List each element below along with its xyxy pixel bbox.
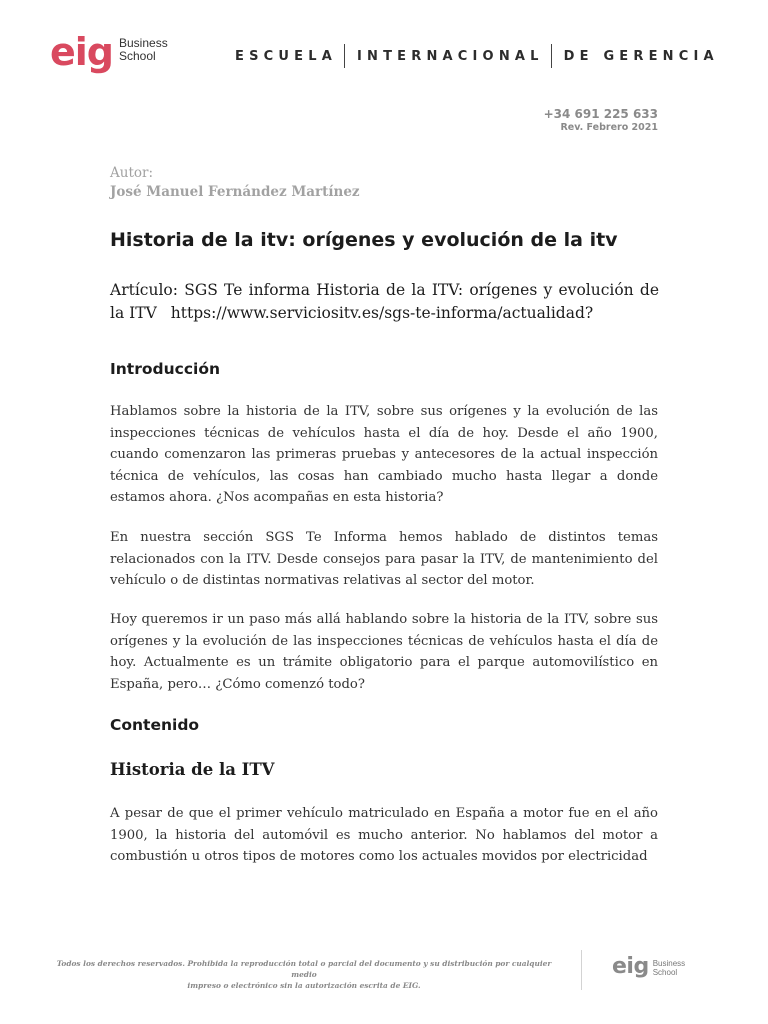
eig-logo — [50, 30, 168, 74]
contact-phone: +34 691 225 633 — [543, 107, 658, 121]
footer-logo-word-business: Business — [652, 959, 686, 968]
content-heading: Contenido — [110, 716, 200, 734]
footer-eig-logo — [612, 956, 685, 978]
footer-logo-word-school: School — [652, 968, 678, 977]
article-ref-text: Artículo: SGS Te informa Historia de la ITV: orígenes y evolución de la ITV — [110, 281, 659, 322]
school-name-divider — [551, 44, 552, 68]
logo-wordmark — [119, 37, 168, 63]
intro-paragraph-1: Hablamos sobre la historia de la ITV, sobre sus orígenes y la evolución de las inspecciones técnicas de vehículos hasta el día de hoy. Desde el año 1900, cuando comenzaron las primeras pruebas y antecesores de la actual inspección técnica de vehículos, las cosas han cambiado mucho hasta llegar a donde estamos ahora. ¿Nos acompañas en esta historia? — [110, 404, 658, 505]
school-name-part-3: DE GERENCIA — [563, 48, 719, 64]
article-url: https://www.serviciositv.es/sgs-te-informa/actualidad? — [170, 304, 594, 322]
school-name-part-1: ESCUELA — [235, 48, 337, 64]
copyright-line-1: Todos los derechos reservados. Prohibida la reproducción total o parcial del documento y su distribución por cualquier medio — [56, 959, 552, 979]
copyright-line-2: impreso o electrónico sin la autorización escrita de EIG. — [187, 981, 421, 990]
history-paragraph: A pesar de que el primer vehículo matriculado en España a motor fue en el año 1900, la historia del automóvil es mucho anterior. No hablamos del motor a combustión u otros tipos de motores como los actuales movidos por electricidad — [110, 806, 658, 864]
intro-paragraph-2: En nuestra sección SGS Te Informa hemos hablado de distintos temas relacionados con la ITV. Desde consejos para pasar la ITV, de mantenimiento del vehículo o de distintas normativas relativas al sector del motor. — [110, 530, 658, 588]
contact-block — [544, 106, 658, 134]
intro-heading: Introducción — [110, 360, 221, 378]
logo-word-business: Business — [119, 36, 168, 50]
footer-logo-mark: eig — [612, 954, 649, 979]
revision-date: Rev. Febrero 2021 — [560, 122, 658, 133]
article-reference — [110, 279, 659, 325]
logo-word-school: School — [119, 49, 156, 63]
intro-paragraph-3: Hoy queremos ir un paso más allá hablando sobre la historia de la ITV, sobre sus orígenes y la evolución de las inspecciones técnicas de vehículos hasta el día de hoy. Actualmente es un trámite obligatorio para el parque automovilístico en España, pero… ¿Cómo comenzó todo? — [110, 612, 658, 692]
logo-mark: eig — [50, 30, 113, 74]
school-name-divider — [344, 44, 345, 68]
footer-divider — [581, 950, 582, 990]
page-header — [0, 0, 768, 90]
author-block — [110, 164, 360, 202]
copyright-notice — [44, 958, 564, 991]
document-title: Historia de la itv: orígenes y evolución de la itv — [110, 229, 618, 251]
school-name — [235, 44, 719, 68]
author-name: José Manuel Fernández Martínez — [110, 184, 360, 200]
school-name-part-2: INTERNACIONAL — [356, 48, 544, 64]
footer-logo-wordmark — [653, 959, 685, 977]
history-heading: Historia de la ITV — [110, 760, 275, 779]
author-label: Autor: — [110, 165, 153, 181]
